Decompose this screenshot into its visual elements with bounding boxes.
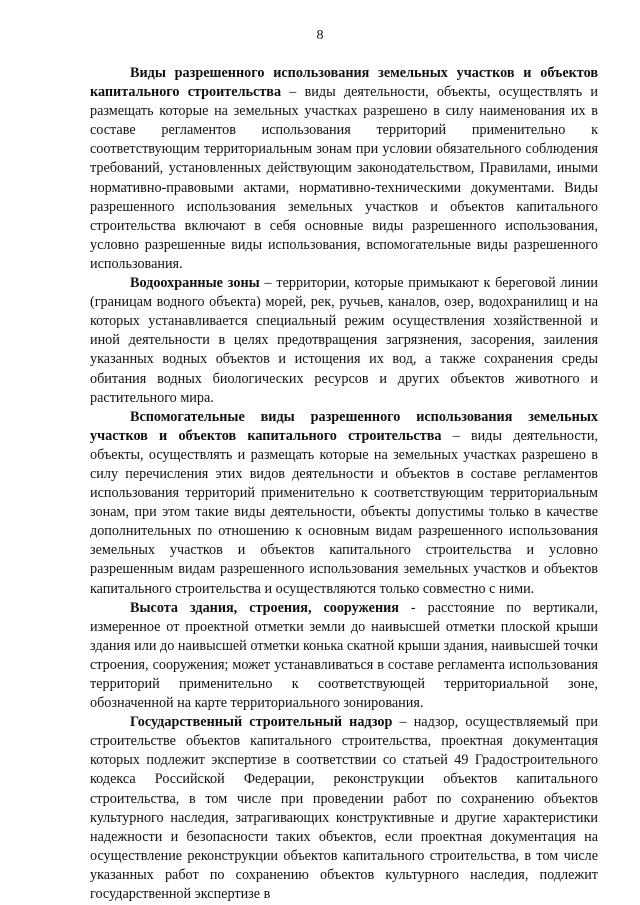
defined-term: Виды разрешенного использования земельных участков и объектов капитального строительства (90, 65, 598, 101)
definition-text: – территории, которые примыкают к береговой линии (границам водного объекта) морей, рек, ручьев, каналов, озер, водохранилищ и на которых устанавливается специальный режим осуществления хозяйственной и иной деятельности в целях предотвращения загрязнения, засорения, заиления указанных водных объектов и истощения их вод, а также сохранения среды обитания водных биологических ресурсов и других объектов животного и растительного мира. (90, 275, 598, 406)
defined-term: Вспомогательные виды разрешенного использования земельных участков и объектов капитального строительства (90, 408, 598, 444)
defined-term: Государственный строительный надзор (130, 714, 393, 731)
document-body (90, 64, 598, 904)
defined-term: Водоохранные зоны (130, 275, 260, 292)
definition-paragraph (90, 274, 598, 408)
defined-term: Высота здания, строения, сооружения (130, 599, 399, 616)
definition-paragraph (90, 599, 598, 714)
definition-paragraph (90, 408, 598, 599)
definition-text: – виды деятельности, объекты, осуществлять и размещать которые на земельных участках разрешено в силу наименования их в составе регламентов использования территорий применительно к соответствующим территориальным зонам при условии обязательного соблюдения требований, установленных действующим законодательством, Правилами, иными нормативно-правовыми актами, нормативно-техническими документами. Виды разрешенного использования земельных участков и объектов капитального строительства включают в себя основные виды разрешенного использования, условно разрешенные виды использования, вспомогательные виды разрешенного использования. (90, 84, 598, 272)
definition-text: – надзор, осуществляемый при строительстве объектов капитального строительства, проектная документация которых подлежит экспертизе в соответствии со статьей 49 Градостроительного кодекса Российской Федерации, реконструкции объектов капитального строительства, в том числе при проведении работ по сохранению объектов культурного наследия, затрагивающих конструктивные и другие характеристики надежности и безопасности таких объектов, если проектная документация на осуществление реконструкции объектов капитального строительства, в том числе указанных работ по сохранению объектов культурного наследия, подлежит государственной экспертизе в (90, 714, 598, 903)
definition-text: - расстояние по вертикали, измеренное от проектной отметки земли до наивысшей отметки плоской крыши здания или до наивысшей отметки конька скатной крыши здания, наивысшей точки строения, сооружения; может устанавливаться в составе регламента использования территорий применительно к соответствующей территориальной зоне, обозначенной на карте территориального зонирования. (90, 599, 598, 712)
page-number: 8 (316, 28, 324, 43)
definition-paragraph (90, 713, 598, 904)
definition-text: – виды деятельности, объекты, осуществлять и размещать которые на земельных участках разрешено в силу перечисления этих видов деятельности и объектов в составе регламентов использования территорий применительно к соответствующим территориальным зонам, при этом такие виды деятельности, объекты допустимы только в качестве дополнительных по отношению к основным видам разрешенного использования земельных участков и объектов капитального строительства и условно разрешенным видам разрешенного использования земельных участков и объектов капитального строительства и осуществляются только совместно с ними. (90, 427, 598, 597)
definition-paragraph (90, 64, 598, 274)
